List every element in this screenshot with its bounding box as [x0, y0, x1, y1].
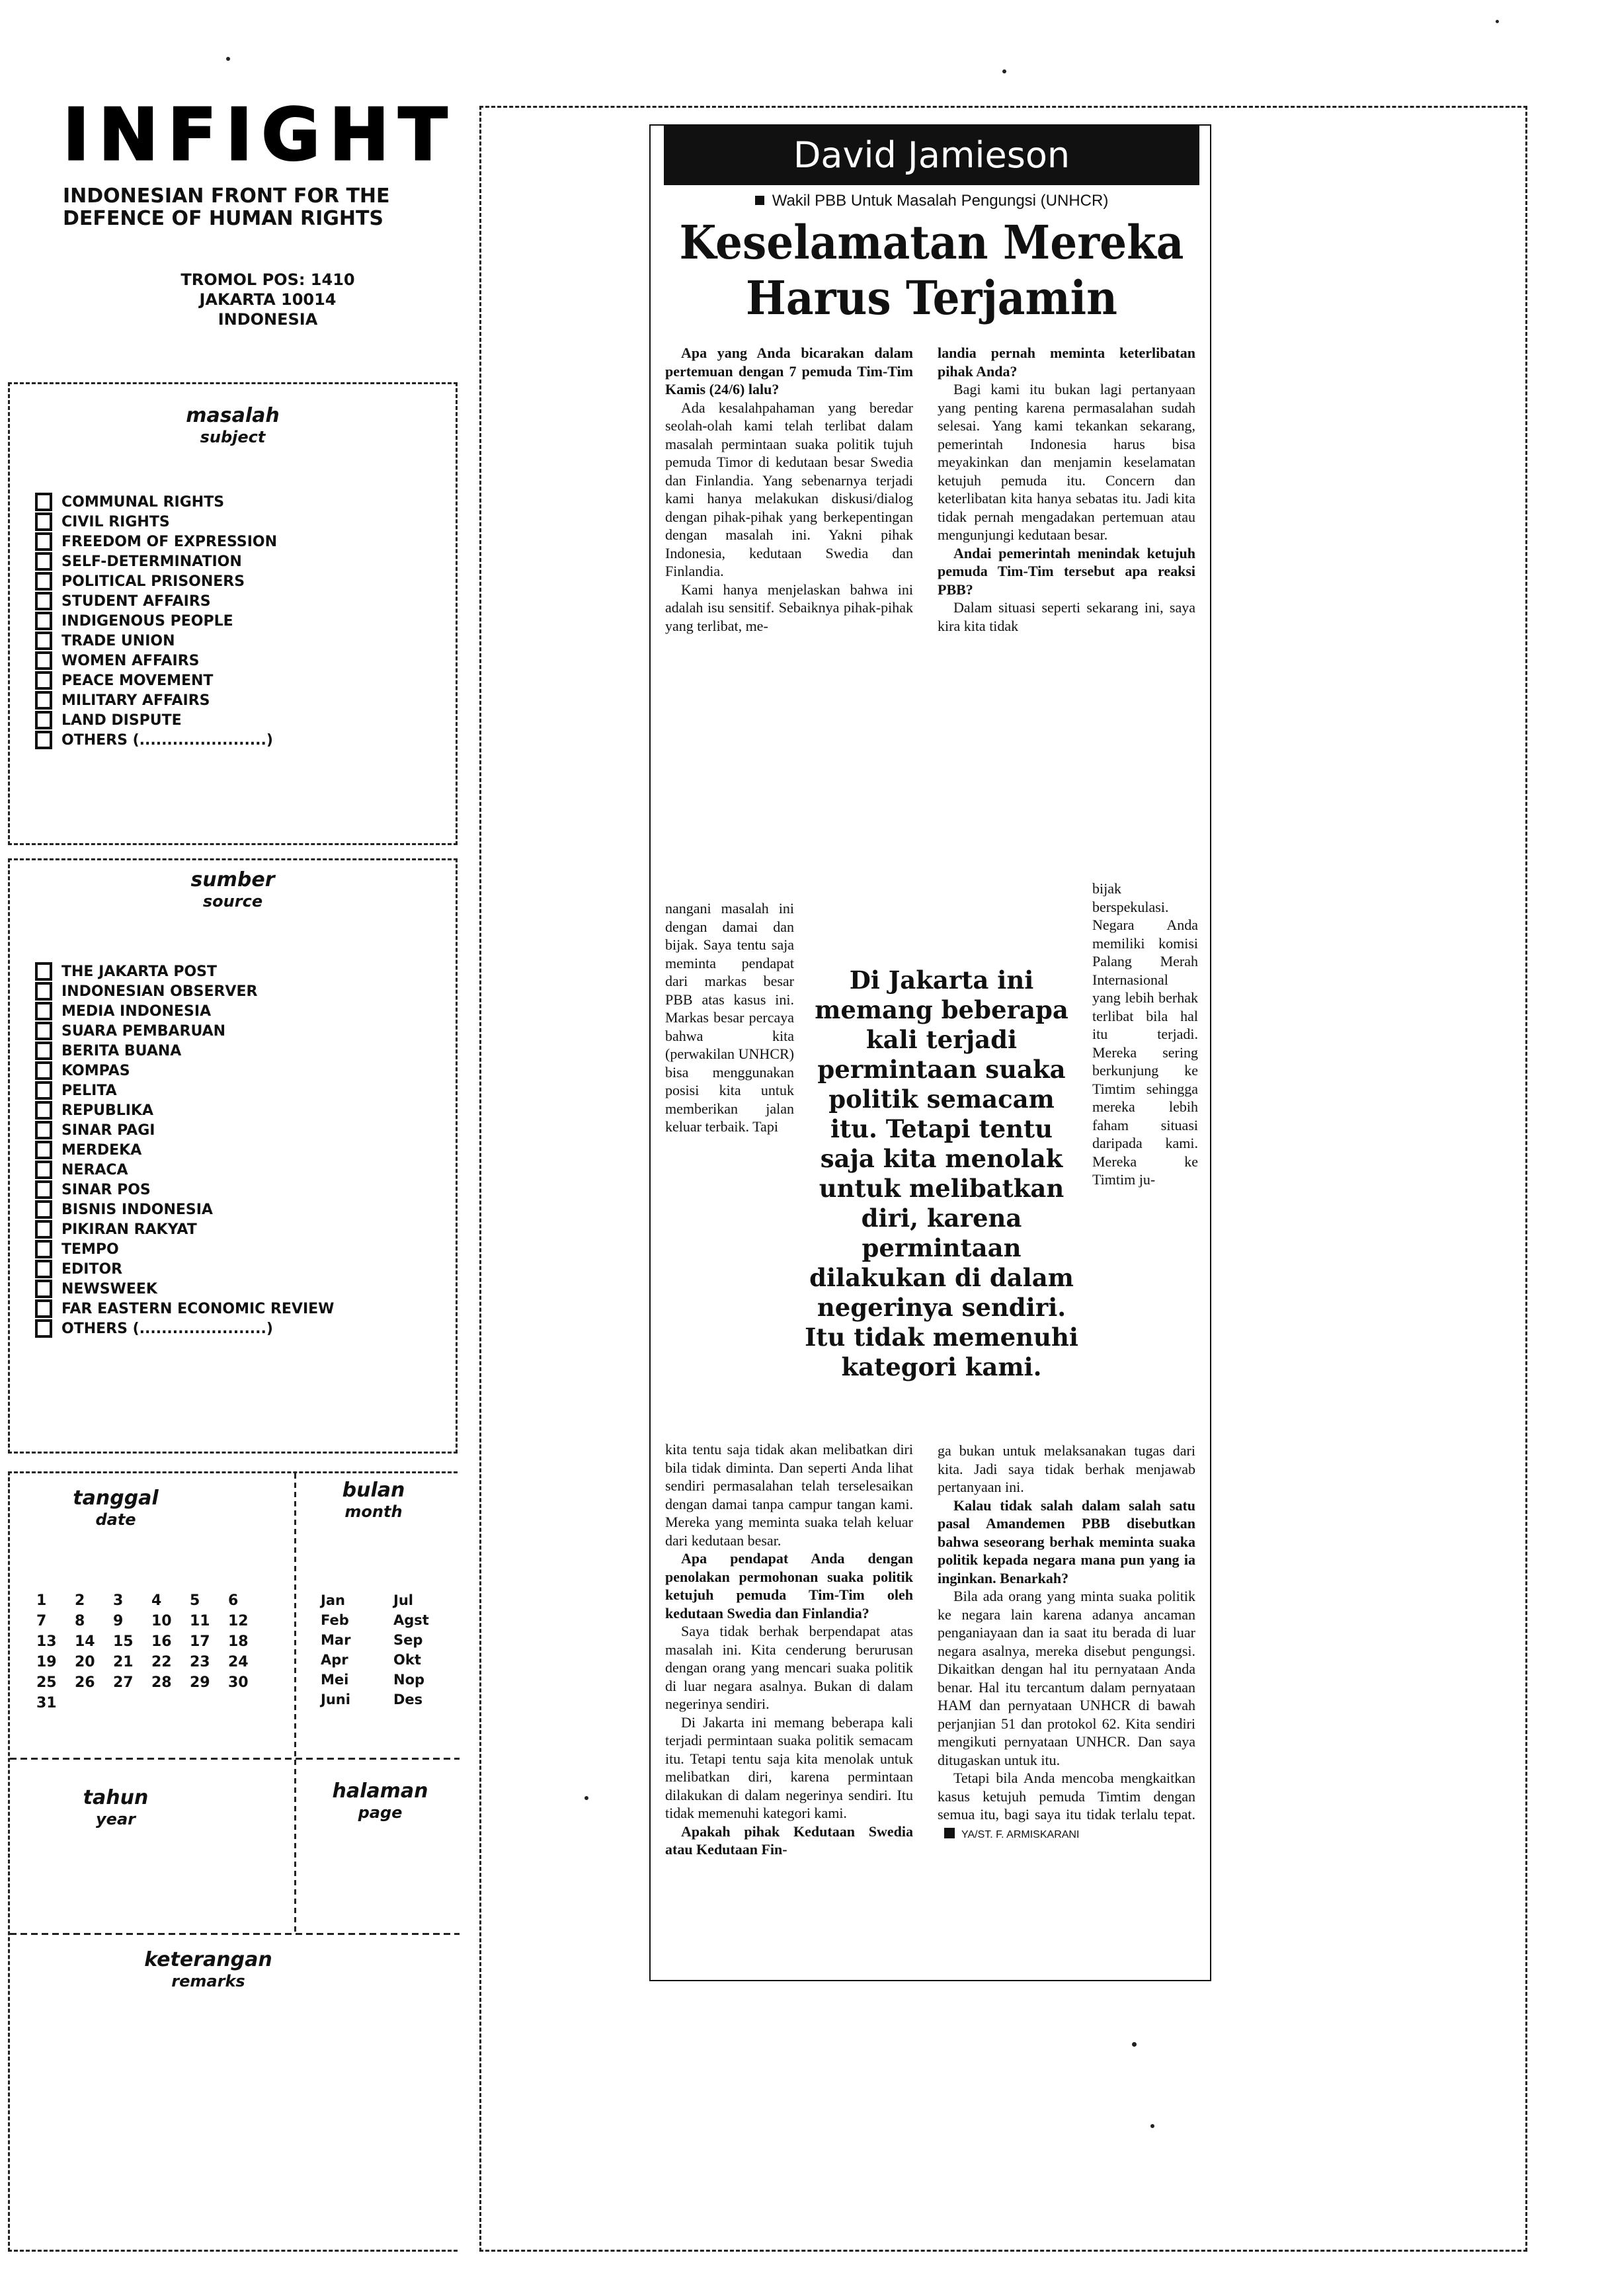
- day-option[interactable]: 12: [228, 1613, 249, 1629]
- checkbox-icon[interactable]: [35, 1061, 52, 1080]
- paragraph-text: Ada kesalahpahaman yang beredar seolah-olah kami telah terlibat dalam masalah permintaan suaka politik tujuh pemuda Timor di kedutaan besar Swedia dan Finlandia. Yang sebenarnya terjadi kami hanya melakukan diskusi/dialog dengan pihak-pihak yang berkepentingan dengan masalah ini. Yakni pihak Indonesia, kedutaan Swedia dan Finlandia.: [665, 399, 913, 579]
- checkbox-icon[interactable]: [35, 731, 52, 749]
- source-checklist: [35, 962, 334, 1338]
- scan-speck: [584, 1796, 588, 1800]
- paragraph-text: Dalam situasi seperti sekarang ini, saya kira kita tidak: [938, 599, 1195, 634]
- checkbox-icon[interactable]: [35, 512, 52, 531]
- source-item[interactable]: [35, 1001, 334, 1021]
- day-option[interactable]: 14: [75, 1633, 95, 1650]
- day-option[interactable]: 25: [36, 1674, 57, 1691]
- month-option[interactable]: Nop: [393, 1672, 425, 1688]
- paragraph-text: Kami hanya menjelaskan bahwa ini adalah isu sensitif. Sebaiknya pihak-pihak yang terlibat, me-: [665, 581, 913, 634]
- interview-question: [938, 544, 1195, 599]
- month-option[interactable]: Sep: [393, 1632, 423, 1648]
- article-headline: [673, 215, 1190, 326]
- source-item[interactable]: [35, 1200, 334, 1219]
- subject-item-label: LAND DISPUTE: [61, 712, 182, 729]
- month-option[interactable]: Apr: [321, 1652, 348, 1668]
- source-heading-label: sumber: [190, 868, 275, 891]
- source-item[interactable]: [35, 1061, 334, 1081]
- source-item-label: SINAR PAGI: [61, 1122, 155, 1139]
- pull-quote: Di Jakarta ini memang beberapa kali terjadi permintaan suaka politik semacam itu. Tetapi tentu saja kita menolak untuk melibatkan diri, karena permintaan dilakukan di dalam negerinya sendiri. Itu tidak memenuhi kategori kami.: [805, 965, 1078, 1381]
- subject-heading: [10, 405, 456, 448]
- infight-logo: INFIGHT: [63, 94, 457, 177]
- remarks-divider: [10, 1933, 460, 1935]
- source-item[interactable]: [35, 1100, 334, 1120]
- date-box: [8, 1471, 458, 2252]
- address-line: TROMOL POS: 1410: [181, 270, 355, 289]
- subject-item[interactable]: [35, 730, 277, 750]
- paragraph-text: Apa pendapat Anda dengan penolakan permohonan suaka politik ketujuh pemuda Tim-Tim oleh kedutaan Swedia dan Finlandia?: [665, 1550, 913, 1621]
- scan-speck: [1132, 2042, 1137, 2047]
- checkbox-icon[interactable]: [35, 671, 52, 690]
- paragraph-text: ga bukan untuk melaksanakan tugas dari kita. Jadi saya tidak berhak menjawab pertanyaan ini.: [938, 1442, 1195, 1495]
- source-item-label: MERDEKA: [61, 1141, 142, 1159]
- interview-answer: [665, 1713, 913, 1823]
- source-item-label: INDONESIAN OBSERVER: [61, 983, 258, 1000]
- article-column-left-top: [665, 344, 913, 635]
- bullet-square-icon: [755, 196, 764, 205]
- source-item[interactable]: [35, 1081, 334, 1100]
- page-heading-label: halaman: [332, 1780, 428, 1803]
- paragraph-text: Apa yang Anda bicarakan dalam pertemuan dengan 7 pemuda Tim-Tim Kamis (24/6) lalu?: [665, 345, 913, 397]
- subject-item[interactable]: [35, 671, 277, 690]
- subject-item[interactable]: [35, 532, 277, 552]
- day-option[interactable]: 6: [228, 1592, 239, 1609]
- checkbox-icon[interactable]: [35, 572, 52, 591]
- subject-item-label: PEACE MOVEMENT: [61, 672, 214, 689]
- source-item-label: NERACA: [61, 1161, 128, 1178]
- subject-item[interactable]: [35, 651, 277, 671]
- subject-item-label: FREEDOM OF EXPRESSION: [61, 533, 278, 550]
- source-item[interactable]: [35, 1259, 334, 1279]
- source-item[interactable]: [35, 1279, 334, 1299]
- checkbox-icon[interactable]: [35, 1161, 52, 1179]
- subject-item[interactable]: [35, 690, 277, 710]
- address-line: JAKARTA 10014: [199, 290, 337, 309]
- day-grid: [36, 1592, 266, 1711]
- checkbox-icon[interactable]: [35, 1200, 52, 1219]
- day-option[interactable]: 19: [36, 1654, 57, 1670]
- checkbox-icon[interactable]: [35, 1101, 52, 1120]
- source-item-label: REPUBLIKA: [61, 1102, 154, 1119]
- article-column-right-top: [938, 344, 1195, 635]
- newspaper-article: [649, 124, 1211, 1981]
- page-subheading-label: page: [358, 1803, 403, 1822]
- interview-question: [938, 1496, 1195, 1588]
- source-item-label: PIKIRAN RAKYAT: [61, 1221, 197, 1238]
- day-option[interactable]: 30: [228, 1674, 249, 1691]
- interview-answer: [938, 1442, 1195, 1496]
- day-option[interactable]: 31: [36, 1695, 57, 1711]
- month-option[interactable]: Juni: [321, 1692, 350, 1707]
- checkbox-icon[interactable]: [35, 1121, 52, 1139]
- letterhead: [63, 94, 473, 329]
- interview-answer: [665, 399, 913, 581]
- month-option[interactable]: Mei: [321, 1672, 349, 1688]
- day-option[interactable]: 24: [228, 1654, 249, 1670]
- interview-answer: [665, 581, 913, 636]
- source-item-label: OTHERS (.......................): [61, 1320, 273, 1337]
- checkbox-icon[interactable]: [35, 1260, 52, 1278]
- paragraph-text: Tetapi bila Anda mencoba mengkaitkan kasus ketujuh pemuda Timtim dengan semua itu, bagi saya itu tidak terlalu tepat.: [938, 1770, 1195, 1823]
- checkbox-icon[interactable]: [35, 1042, 52, 1060]
- page-heading: [314, 1781, 446, 1823]
- subject-item[interactable]: [35, 571, 277, 591]
- scan-speck: [1002, 69, 1006, 73]
- interview-question: [938, 344, 1195, 380]
- source-item-label: EDITOR: [61, 1260, 123, 1278]
- day-option[interactable]: 3: [113, 1592, 124, 1609]
- day-option[interactable]: 4: [151, 1592, 162, 1609]
- checkbox-icon[interactable]: [35, 1022, 52, 1040]
- month-option[interactable]: Feb: [321, 1612, 349, 1628]
- source-item-label: FAR EASTERN ECONOMIC REVIEW: [61, 1300, 335, 1317]
- checkbox-icon[interactable]: [35, 552, 52, 571]
- source-box: [8, 858, 458, 1454]
- source-item[interactable]: [35, 1219, 334, 1239]
- article-column-right-narrow: [1092, 880, 1198, 1189]
- month-option[interactable]: Des: [393, 1692, 423, 1707]
- scan-speck: [1496, 20, 1499, 23]
- organization-name: INDONESIAN FRONT FOR THE DEFENCE OF HUMAN RIGHTS: [63, 184, 390, 230]
- source-item[interactable]: [35, 1160, 334, 1180]
- subject-item[interactable]: [35, 631, 277, 651]
- checkbox-icon[interactable]: [35, 1240, 52, 1258]
- subject-item[interactable]: [35, 512, 277, 532]
- source-item[interactable]: [35, 1021, 334, 1041]
- article-paragraph: bijak berspekulasi. Negara Anda memiliki komisi Palang Merah Internasional yang lebih berhak terlibat bila hal itu terjadi. Mereka sering berkunjung ke Timtim sehingga mereka lebih faham situasi daripada kami. Mereka ke Timtim ju-: [1092, 880, 1198, 1188]
- remarks-subheading-label: remarks: [171, 1972, 245, 1990]
- day-option[interactable]: 23: [190, 1654, 210, 1670]
- subject-item[interactable]: [35, 591, 277, 611]
- checkbox-icon[interactable]: [35, 962, 52, 981]
- subject-item[interactable]: [35, 552, 277, 571]
- scan-speck: [1150, 2124, 1154, 2128]
- subject-item-label: MILITARY AFFAIRS: [61, 692, 210, 709]
- day-option[interactable]: 5: [190, 1592, 200, 1609]
- headline-line: Keselamatan Mereka: [679, 215, 1184, 270]
- checkbox-icon[interactable]: [35, 592, 52, 610]
- day-option[interactable]: 26: [75, 1674, 95, 1691]
- paragraph-text: Di Jakarta ini memang beberapa kali terjadi permintaan suaka politik semacam itu. Tetapi tentu saja kita menolak untuk melibatkan diri, karena permintaan dilakukan di dalam negerinya sendiri. Itu tidak memenuhi kategori kami.: [665, 1713, 913, 1821]
- remarks-heading-label: keterangan: [144, 1948, 272, 1971]
- subject-box: [8, 382, 458, 845]
- headline-line: Harus Terjamin: [746, 270, 1117, 325]
- subject-item[interactable]: [35, 611, 277, 631]
- checkbox-icon[interactable]: [35, 632, 52, 650]
- checkbox-icon[interactable]: [35, 532, 52, 551]
- source-subheading-label: source: [202, 892, 263, 911]
- day-option[interactable]: 20: [75, 1654, 95, 1670]
- month-subheading-label: month: [344, 1502, 403, 1521]
- interview-answer: [938, 1769, 1195, 1844]
- day-option[interactable]: 15: [113, 1633, 134, 1650]
- date-divider: [294, 1473, 296, 1758]
- organization-address: [63, 270, 473, 329]
- article-column-right-bottom: [938, 1442, 1195, 1844]
- subject-item-label: INDIGENOUS PEOPLE: [61, 612, 233, 630]
- source-item[interactable]: [35, 981, 334, 1001]
- source-item-label: MEDIA INDONESIA: [61, 1003, 212, 1020]
- article-column-left-bottom: [665, 1440, 913, 1859]
- subject-heading-label: masalah: [186, 404, 280, 427]
- interview-answer: [938, 380, 1195, 544]
- day-option[interactable]: 13: [36, 1633, 57, 1650]
- interview-question: [665, 1823, 913, 1859]
- role-label: Wakil PBB Untuk Masalah Pengungsi (UNHCR): [772, 192, 1109, 210]
- checkbox-icon[interactable]: [35, 982, 52, 1001]
- article-column-left-narrow: [665, 899, 794, 1136]
- day-option[interactable]: 28: [151, 1674, 172, 1691]
- source-heading: [10, 870, 456, 912]
- checkbox-icon[interactable]: [35, 1180, 52, 1199]
- checkbox-icon[interactable]: [35, 1081, 52, 1100]
- date-heading-label: tanggal: [73, 1487, 159, 1510]
- interview-answer: [938, 598, 1195, 635]
- day-option[interactable]: 2: [75, 1592, 85, 1609]
- interviewee-name: David Jamieson: [664, 126, 1199, 185]
- checkbox-icon[interactable]: [35, 1299, 52, 1318]
- subject-item-label: POLITICAL PRISONERS: [61, 573, 245, 590]
- month-option[interactable]: Okt: [393, 1652, 421, 1668]
- checkbox-icon[interactable]: [35, 1002, 52, 1020]
- day-option[interactable]: 29: [190, 1674, 210, 1691]
- remarks-heading: [109, 1949, 307, 1992]
- year-subheading-label: year: [96, 1810, 136, 1828]
- source-item-label: NEWSWEEK: [61, 1280, 157, 1297]
- month-option[interactable]: Mar: [321, 1632, 351, 1648]
- day-option[interactable]: 8: [75, 1613, 85, 1629]
- day-option[interactable]: 7: [36, 1613, 47, 1629]
- source-item[interactable]: [35, 1319, 334, 1338]
- checkbox-icon[interactable]: [35, 612, 52, 630]
- day-option[interactable]: 16: [151, 1633, 172, 1650]
- checkbox-icon[interactable]: [35, 1141, 52, 1159]
- day-option[interactable]: 22: [151, 1654, 172, 1670]
- day-option[interactable]: 17: [190, 1633, 210, 1650]
- day-option[interactable]: 27: [113, 1674, 134, 1691]
- paragraph-text: landia pernah meminta keterlibatan pihak Anda?: [938, 345, 1195, 380]
- source-item-label: THE JAKARTA POST: [61, 963, 218, 980]
- subject-item-label: WOMEN AFFAIRS: [61, 652, 200, 669]
- source-item-label: SUARA PEMBARUAN: [61, 1022, 226, 1040]
- day-option[interactable]: 11: [190, 1613, 210, 1629]
- end-mark-icon: [944, 1828, 955, 1838]
- paragraph-text: Bila ada orang yang minta suaka politik ke negara lain karena adanya ancaman penganiayaan dan ia saat itu berada di luar negara asalnya, mereka disebut pengungsi. Dikaitkan dengan hal itu pernyataan Anda benar. Hal itu tercantum dalam pernyataan HAM dan pernyataan UNHCR di bawah perjanjian 51 dan protokol 62. Kita sendiri mengikuti pernyataan UNHCR. Dan saya ditugaskan untuk itu.: [938, 1588, 1195, 1768]
- year-divider: [10, 1758, 460, 1760]
- paragraph-text: Kalau tidak salah dalam salah satu pasal Amandemen PBB disebutkan bahwa seseorang berhak meminta suaka politik kepada negara mana pun yang ia inginkan. Benarkah?: [938, 1496, 1195, 1586]
- source-item-label: BERITA BUANA: [61, 1042, 182, 1059]
- month-heading: [307, 1480, 440, 1522]
- paragraph-text: Andai pemerintah menindak ketujuh pemuda Tim-Tim tersebut apa reaksi PBB?: [938, 544, 1195, 598]
- subject-item-label: STUDENT AFFAIRS: [61, 593, 211, 610]
- checkbox-icon[interactable]: [35, 1319, 52, 1338]
- checkbox-icon[interactable]: [35, 1280, 52, 1298]
- interview-question: [665, 1549, 913, 1622]
- subject-item[interactable]: [35, 710, 277, 730]
- source-item[interactable]: [35, 962, 334, 981]
- checkbox-icon[interactable]: [35, 493, 52, 511]
- month-option[interactable]: Jul: [393, 1592, 413, 1608]
- day-option[interactable]: 18: [228, 1633, 249, 1650]
- year-heading-label: tahun: [83, 1786, 149, 1809]
- address-line: INDONESIA: [218, 310, 318, 329]
- source-item[interactable]: [35, 1041, 334, 1061]
- day-option[interactable]: 10: [151, 1613, 172, 1629]
- interview-question: [665, 344, 913, 399]
- article-byline: YA/ST. F. ARMISKARANI: [961, 1828, 1080, 1840]
- subject-checklist: [35, 492, 277, 750]
- article-paragraph: nangani masalah ini dengan damai dan bijak. Saya tentu saja meminta pendapat dari markas besar PBB atas kasus ini. Markas besar percaya bahwa kita (perwakilan UNHCR) bisa menggunakan posisi kita untuk memberikan jalan keluar terbaik. Tapi: [665, 900, 794, 1135]
- subject-item-label: CIVIL RIGHTS: [61, 513, 170, 530]
- source-item[interactable]: [35, 1120, 334, 1140]
- month-heading-label: bulan: [342, 1479, 405, 1502]
- paragraph-text: Saya tidak berhak berpendapat atas masalah ini. Kita cenderung berurusan dengan orang yang mencari suaka politik di luar negara asalnya. Bukan di dalam negerinya sendiri.: [665, 1623, 913, 1712]
- source-item[interactable]: [35, 1140, 334, 1160]
- source-item-label: BISNIS INDONESIA: [61, 1201, 213, 1218]
- subject-subheading-label: subject: [200, 428, 266, 446]
- paragraph-text: Apakah pihak Kedutaan Swedia atau Kedutaan Fin-: [665, 1823, 913, 1858]
- source-item-label: KOMPAS: [61, 1062, 130, 1079]
- month-option[interactable]: Agst: [393, 1612, 429, 1628]
- date-subheading-label: date: [95, 1510, 136, 1529]
- source-item[interactable]: [35, 1239, 334, 1259]
- source-item[interactable]: [35, 1180, 334, 1200]
- date-heading: [50, 1488, 182, 1530]
- source-item[interactable]: [35, 1299, 334, 1319]
- interview-answer: [938, 1587, 1195, 1769]
- day-option[interactable]: 21: [113, 1654, 134, 1670]
- checkbox-icon[interactable]: [35, 1220, 52, 1239]
- day-option[interactable]: 1: [36, 1592, 47, 1609]
- month-option[interactable]: Jan: [321, 1592, 345, 1608]
- scan-speck: [226, 57, 230, 61]
- source-item-label: TEMPO: [61, 1241, 119, 1258]
- interviewee-role: [651, 192, 1213, 210]
- subject-item-label: SELF-DETERMINATION: [61, 553, 242, 570]
- interview-answer: [665, 1440, 913, 1549]
- source-item-label: SINAR POS: [61, 1181, 151, 1198]
- paragraph-text: Bagi kami itu bukan lagi pertanyaan yang penting karena permasalahan sudah selesai. Yang kami tekankan sekarang, pemerintah Indonesia harus bisa meyakinkan dan menjamin keselamatan ketujuh pemuda itu. Concern dan keterlibatan kita hanya sebatas itu. Jadi kita tidak pernah mengadakan pertemuan atau mengunjungi kedutaan besar.: [938, 381, 1195, 543]
- subject-item-label: OTHERS (.......................): [61, 731, 273, 749]
- year-page-divider: [294, 1760, 296, 1932]
- checkbox-icon[interactable]: [35, 651, 52, 670]
- month-grid: [321, 1592, 446, 1707]
- paragraph-text: kita tentu saja tidak akan melibatkan diri bila tidak diminta. Dan seperti Anda lihat sendiri permasalahan telah terselesaikan dengan damai tanpa campur tangan kami. Mereka yang meminta suaka telah keluar dari kedutaan besar.: [665, 1441, 913, 1549]
- year-heading: [50, 1787, 182, 1830]
- interview-answer: [665, 1622, 913, 1713]
- checkbox-icon[interactable]: [35, 691, 52, 710]
- day-option[interactable]: 9: [113, 1613, 124, 1629]
- checkbox-icon[interactable]: [35, 711, 52, 729]
- subject-item-label: TRADE UNION: [61, 632, 175, 649]
- subject-item-label: COMMUNAL RIGHTS: [61, 493, 225, 511]
- subject-item[interactable]: [35, 492, 277, 512]
- source-item-label: PELITA: [61, 1082, 117, 1099]
